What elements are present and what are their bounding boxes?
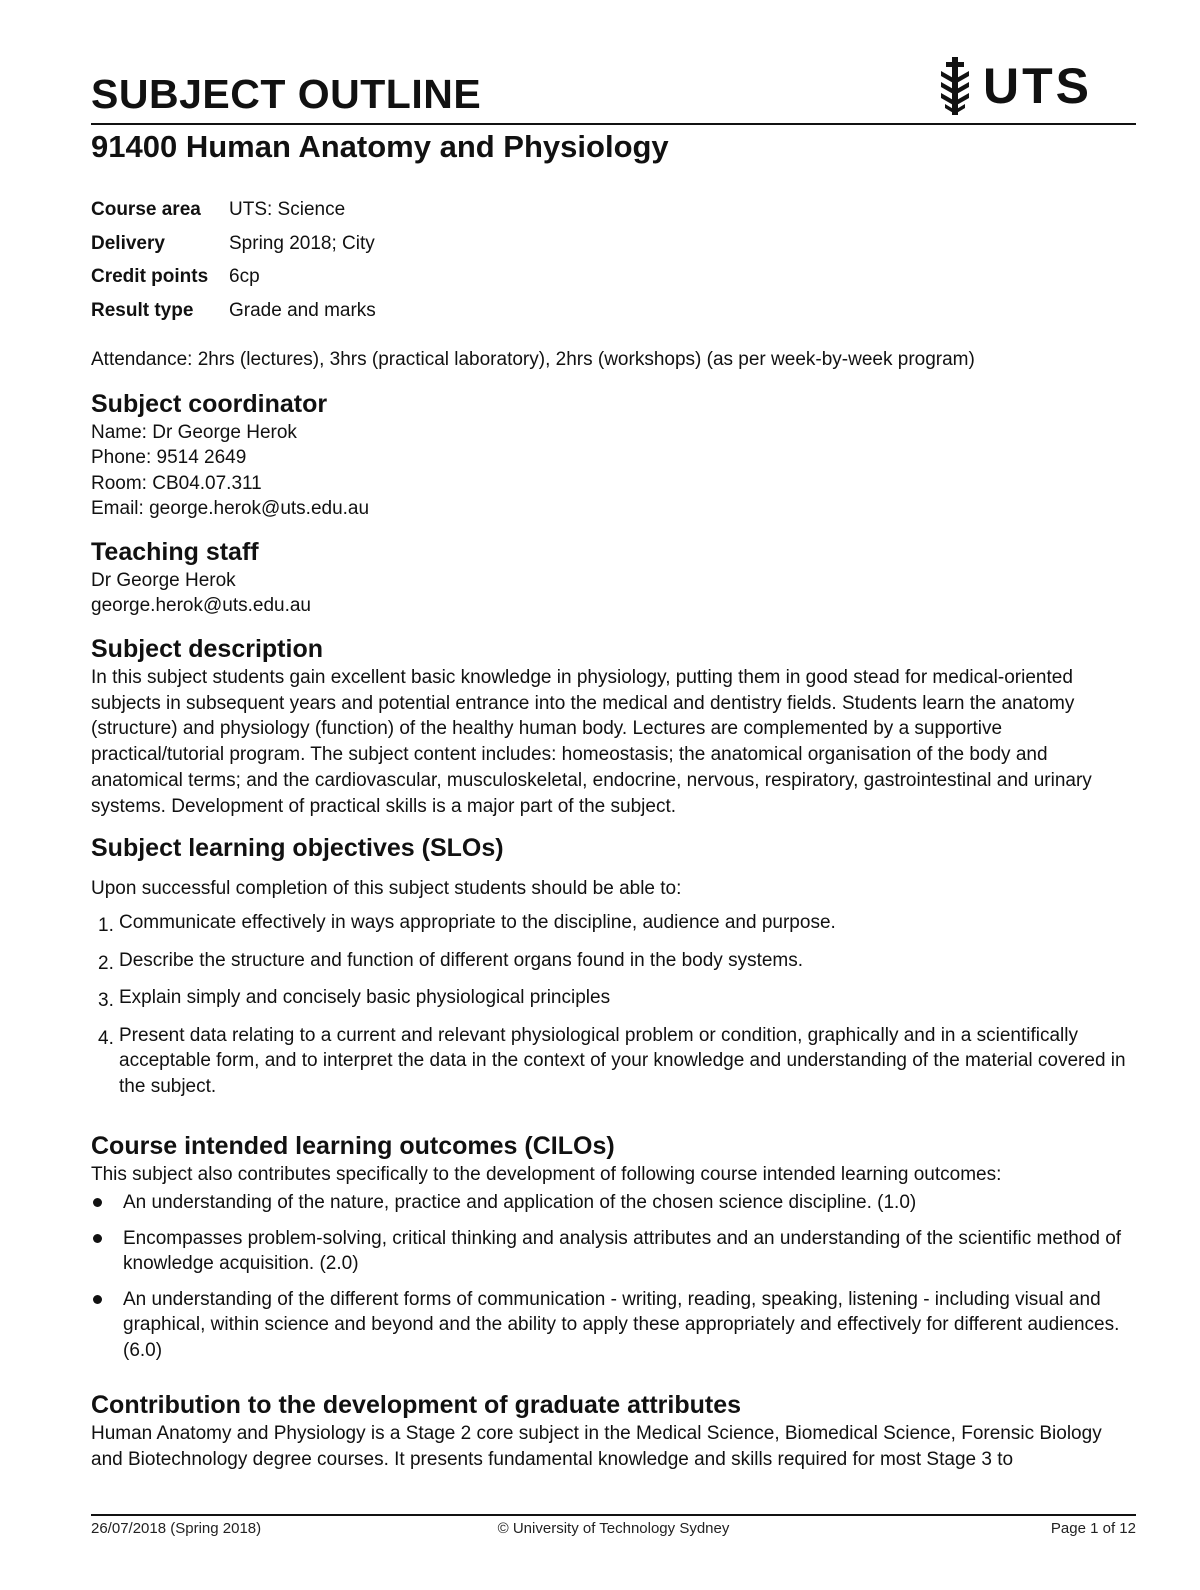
- list-item: [91, 1023, 1131, 1100]
- coordinator-phone: Phone: 9514 2649: [91, 447, 247, 469]
- meta-row-result-type: [91, 294, 376, 328]
- attendance-text: Attendance: 2hrs (lectures), 3hrs (practical laboratory), 2hrs (workshops) (as per week-by-week program): [91, 349, 975, 370]
- meta-label: Delivery: [91, 232, 165, 254]
- bullet-icon: [93, 1295, 102, 1304]
- description-text: In this subject students gain excellent basic knowledge in physiology, putting them in good stead for medical-oriented subjects in subsequent years and potential entrance into the medical and dentistry fields. Students learn the anatomy (structure) and physiology (function) of the healthy human body. Lectures are complemented by a supportive practical/tutorial program. The subject content includes: homeostasis; the anatomical organisation of the body and anatomical terms; and the cardiovascular, musculoskeletal, endocrine, nervous, respiratory, gastrointestinal and urinary systems. Development of practical skills is a major part of the subject.: [91, 667, 1092, 817]
- slo-intro: Upon successful completion of this subject students should be able to:: [91, 878, 682, 899]
- coordinator-email[interactable]: Email: george.herok@uts.edu.au: [91, 498, 370, 520]
- staff-email[interactable]: george.herok@uts.edu.au: [91, 595, 311, 617]
- footer-date: 26/07/2018 (Spring 2018): [91, 1520, 262, 1537]
- slo-section: [91, 832, 1131, 1100]
- meta-value: Grade and marks: [229, 299, 376, 321]
- section-heading: Course intended learning outcomes (CILOs): [91, 1132, 615, 1160]
- meta-value: UTS: Science: [229, 198, 346, 220]
- list-item-text: Explain simply and concisely basic physiological principles: [119, 987, 611, 1009]
- section-heading: Subject coordinator: [91, 390, 328, 418]
- header-divider: [91, 123, 1136, 125]
- meta-label: Credit points: [91, 266, 209, 288]
- subject-description-section: [91, 633, 1131, 819]
- cilo-intro: This subject also contributes specifically to the development of following course intended learning outcomes:: [91, 1164, 1002, 1185]
- page-footer: [91, 1520, 1136, 1544]
- section-heading: Subject description: [91, 635, 323, 663]
- subject-title: 91400 Human Anatomy and Physiology: [91, 129, 669, 164]
- meta-row-course-area: [91, 193, 376, 227]
- list-item: [91, 948, 1131, 974]
- list-item-text: Describe the structure and function of different organs found in the body systems.: [119, 949, 804, 971]
- footer-copyright: © University of Technology Sydney: [497, 1520, 730, 1537]
- staff-name: Dr George Herok: [91, 570, 236, 591]
- cilo-list: [91, 1190, 1131, 1364]
- meta-value: 6cp: [229, 266, 260, 288]
- document-title: SUBJECT OUTLINE: [91, 71, 482, 117]
- section-heading: Teaching staff: [91, 538, 259, 566]
- logo-wordmark: UTS: [983, 58, 1092, 114]
- list-item: [91, 1190, 1131, 1216]
- list-number: 3.: [98, 990, 114, 1012]
- coordinator-details: [91, 420, 1131, 522]
- meta-row-delivery: [91, 227, 376, 261]
- list-item-text: Present data relating to a current and relevant physiological problem or condition, graphically and in a scientifically acceptable form, and to interpret the data in the context of your knowledge and understanding of the material covered in the subject.: [119, 1024, 1126, 1097]
- footer-divider: [91, 1514, 1136, 1516]
- list-number: 1.: [98, 915, 114, 936]
- graduate-attributes-text: Human Anatomy and Physiology is a Stage 2 core subject in the Medical Science, Biomedical Science, Forensic Biology and Biotechnology degree courses. It presents fundamental knowledge and skills required for most Stage 3 to: [91, 1423, 1102, 1470]
- uts-logo: [937, 52, 1092, 120]
- uts-crest-icon: [937, 55, 973, 117]
- coordinator-room: Room: CB04.07.311: [91, 472, 262, 494]
- list-number: 4.: [98, 1027, 114, 1049]
- meta-label: Result type: [91, 299, 194, 321]
- slo-list: [91, 910, 1131, 1100]
- teaching-staff-section: [91, 536, 1131, 619]
- list-number: 2.: [98, 952, 114, 974]
- section-heading: Subject learning objectives (SLOs): [91, 834, 504, 862]
- staff-details: [91, 568, 1131, 619]
- meta-label: Course area: [91, 198, 201, 220]
- list-item: [91, 910, 1131, 936]
- list-item: [91, 985, 1131, 1011]
- list-item: [91, 1287, 1131, 1364]
- coordinator-name: Name: Dr George Herok: [91, 422, 297, 443]
- list-item-text: Communicate effectively in ways appropriate to the discipline, audience and purpose.: [119, 912, 836, 933]
- meta-value: Spring 2018; City: [229, 232, 375, 254]
- bullet-icon: [93, 1234, 102, 1243]
- subject-coordinator-section: [91, 388, 1131, 522]
- list-item-text: Encompasses problem-solving, critical thinking and analysis attributes and an understanding of the scientific method of knowledge acquisition. (2.0): [123, 1227, 1122, 1275]
- meta-row-credit-points: [91, 260, 376, 294]
- section-heading: Contribution to the development of graduate attributes: [91, 1391, 741, 1419]
- list-item-text: An understanding of the nature, practice and application of the chosen science discipline. (1.0): [123, 1192, 917, 1213]
- list-item-text: An understanding of the different forms of communication - writing, reading, speaking, listening - including visual and graphical, within science and beyond and the ability to apply these appropriately and effectively for different audiences. (6.0): [123, 1288, 1120, 1361]
- graduate-attributes-section: [91, 1389, 1131, 1472]
- cilo-section: [91, 1130, 1131, 1364]
- footer-page-number: Page 1 of 12: [1050, 1520, 1136, 1537]
- list-item: [91, 1226, 1131, 1277]
- subject-metadata: [91, 193, 376, 328]
- bullet-icon: [93, 1198, 102, 1207]
- page-header: [91, 58, 1136, 128]
